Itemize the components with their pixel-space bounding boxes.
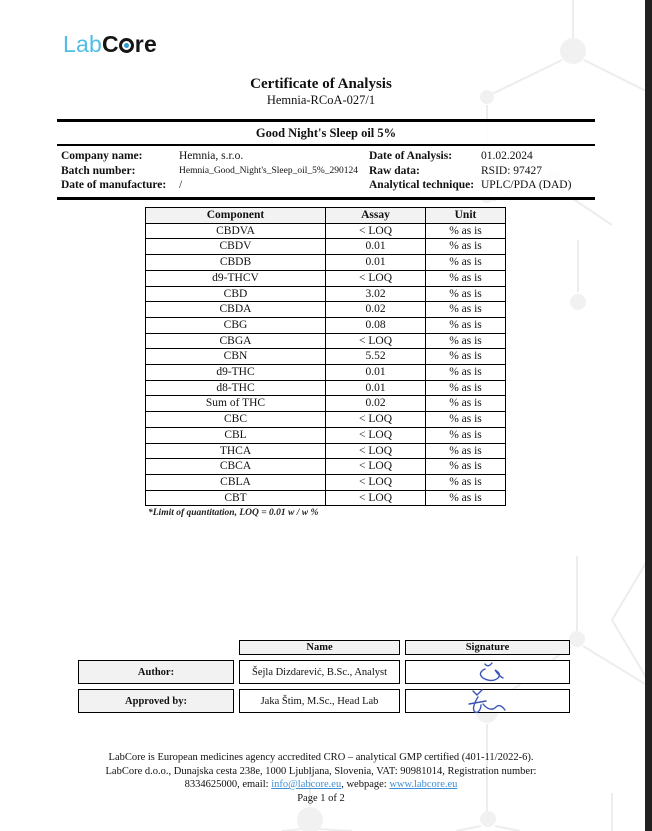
component-cell: CBDB [146,255,326,271]
name-column-header: Name [239,640,400,655]
table-row [146,490,506,506]
results-table [145,207,506,506]
loq-footnote: *Limit of quantitation, LOQ = 0.01 w / w % [148,508,319,519]
manufacture-date-label: Date of manufacture: [61,179,167,191]
logo-text-lab: Lab [63,31,102,57]
component-cell: CBDA [146,302,326,318]
unit-cell: % as is [426,474,506,490]
approved-by-name: Jaka Štim, M.Sc., Head Lab [239,689,400,713]
unit-cell: % as is [426,396,506,412]
table-header-row [146,208,506,224]
unit-header: Unit [426,208,506,224]
unit-cell: % as is [426,223,506,239]
unit-cell: % as is [426,459,506,475]
document-title: Certificate of Analysis [250,76,392,92]
approved-by-signature-icon [456,688,520,714]
unit-cell: % as is [426,443,506,459]
assay-cell: 0.01 [326,239,426,255]
company-name-label: Company name: [61,150,143,162]
unit-cell: % as is [426,239,506,255]
table-row [146,317,506,333]
assay-cell: 0.08 [326,317,426,333]
component-cell: CBDV [146,239,326,255]
manufacture-date-value: / [179,179,183,191]
approved-by-label: Approved by: [78,689,234,713]
unit-cell: % as is [426,255,506,271]
signature-column-header: Signature [405,640,570,655]
author-signature [405,660,570,684]
component-cell: Sum of THC [146,396,326,412]
author-name: Šejla Dizdarević, B.Sc., Analyst [239,660,400,684]
footer-contact-mid: , webpage: [341,779,390,790]
table-row [146,443,506,459]
assay-cell: 0.02 [326,302,426,318]
unit-cell: % as is [426,286,506,302]
info-row-batch [61,164,369,179]
footer-contact-prefix: 8334625000, email: [184,779,272,790]
unit-cell: % as is [426,490,506,506]
approved-by-signature [405,689,570,713]
technique-label: Analytical technique: [369,179,475,191]
table-row [146,380,506,396]
author-signature-icon [458,660,518,684]
assay-cell: 0.01 [326,380,426,396]
analysis-date-label: Date of Analysis: [369,150,453,162]
component-cell: CBG [146,317,326,333]
assay-header: Assay [326,208,426,224]
component-cell: d9-THCV [146,270,326,286]
unit-cell: % as is [426,412,506,428]
table-row [146,239,506,255]
unit-cell: % as is [426,333,506,349]
unit-cell: % as is [426,380,506,396]
table-row [146,302,506,318]
info-column-right [369,149,591,193]
company-name-value: Hemnia, s.r.o. [179,150,244,162]
info-row-technique [369,178,591,193]
logo-text-c: C [101,31,119,57]
component-cell: CBGA [146,333,326,349]
footer-contact-line [0,778,642,792]
email-link[interactable]: info@labcore.eu [271,779,342,790]
table-row [146,474,506,490]
assay-cell: 0.02 [326,396,426,412]
technique-value: UPLC/PDA (DAD) [481,179,572,191]
document-number: Hemnia-RCoA-027/1 [266,93,376,107]
component-cell: CBC [146,412,326,428]
footer-address-line: LabCore d.o.o., Dunajska cesta 238e, 1000 Ljubljana, Slovenia, VAT: 90981014, Registration number: [105,765,537,777]
table-row [146,396,506,412]
table-row [146,412,506,428]
component-cell: THCA [146,443,326,459]
raw-data-label: Raw data: [369,164,420,177]
table-row [146,270,506,286]
assay-cell: < LOQ [326,490,426,506]
assay-cell: 3.02 [326,286,426,302]
signature-header-spacer [78,640,234,655]
page-number: Page 1 of 2 [297,792,345,804]
results-section [145,207,506,518]
assay-cell: < LOQ [326,270,426,286]
component-cell: CBL [146,427,326,443]
assay-cell: 0.01 [326,255,426,271]
info-row-raw-data [369,164,591,179]
info-column-left [61,149,369,193]
raw-data-value: RSID: 97427 [481,164,543,177]
assay-cell: < LOQ [326,333,426,349]
unit-cell: % as is [426,365,506,381]
assay-cell: < LOQ [326,474,426,490]
table-row [146,427,506,443]
component-cell: CBLA [146,474,326,490]
footer [0,751,642,805]
table-row [146,333,506,349]
component-cell: CBN [146,349,326,365]
scan-edge-strip [645,0,652,831]
component-cell: CBDVA [146,223,326,239]
assay-cell: 0.01 [326,365,426,381]
product-info-block [57,119,595,200]
webpage-link[interactable]: www.labcore.eu [389,779,458,790]
signature-table [78,640,570,713]
component-cell: CBCA [146,459,326,475]
footer-accreditation-line: LabCore is European medicines agency accredited CRO – analytical GMP certified (401-11/2022-6). [108,752,534,763]
logo-text-re: re [134,31,157,57]
batch-number-label: Batch number: [61,164,136,177]
unit-cell: % as is [426,302,506,318]
unit-cell: % as is [426,270,506,286]
assay-cell: < LOQ [326,427,426,443]
assay-cell: 5.52 [326,349,426,365]
unit-cell: % as is [426,349,506,365]
info-row-analysis-date [369,149,591,164]
batch-number-value: Hemnia_Good_Night's_Sleep_oil_5%_290124 [179,165,359,176]
table-row [146,349,506,365]
assay-cell: < LOQ [326,223,426,239]
component-cell: d8-THC [146,380,326,396]
table-row [146,286,506,302]
assay-cell: < LOQ [326,459,426,475]
author-label: Author: [78,660,234,684]
table-row [146,255,506,271]
analysis-date-value: 01.02.2024 [481,150,533,162]
table-row [146,223,506,239]
table-row [146,365,506,381]
assay-cell: < LOQ [326,412,426,428]
component-header: Component [146,208,326,224]
logo-o-eye-icon [119,38,134,53]
unit-cell: % as is [426,317,506,333]
component-cell: CBT [146,490,326,506]
component-cell: CBD [146,286,326,302]
product-name: Good Night's Sleep oil 5% [57,122,595,146]
info-row-company [61,149,369,164]
labcore-logo [63,32,157,56]
assay-cell: < LOQ [326,443,426,459]
table-row [146,459,506,475]
component-cell: d9-THC [146,365,326,381]
info-row-manufacture-date [61,178,369,193]
unit-cell: % as is [426,427,506,443]
